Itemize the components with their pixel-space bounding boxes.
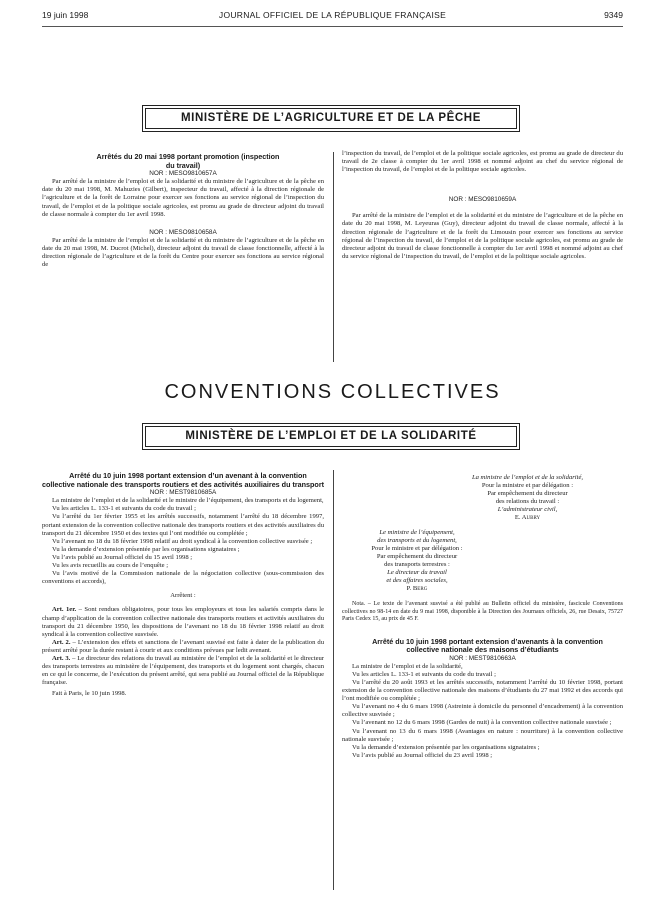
article-2-label: Art. 2. [52, 638, 71, 646]
arrete1-vu-7: Vu l’avis motivé de la Commission nationale de la négociation collective (sous-commission des conventions et accords), [42, 570, 324, 586]
signature-line: et des affaires sociales, [386, 577, 448, 585]
arrete2-vu-5: Vu l’avenant no 13 du 6 mars 1998 (Avantages en nature : nourriture) à la convention collective nationale susvisée ; [342, 727, 623, 743]
section1-left-column [42, 153, 324, 269]
arrete1-article-3 [42, 655, 324, 687]
header-page-number: 9349 [604, 10, 623, 20]
arrete1-nota: Nota. – Le texte de l’avenant susvisé a été publié au Bulletin officiel du ministère, fascicule Conventions collectives no 98-14 en date du 9 mai 1998, disponible à la Direction des Journaux officiels, 26, rue Desaix, 75727 Paris Cedex 15, au prix de 45 F. [342, 601, 623, 623]
column-divider-1 [333, 152, 334, 362]
nor-659: NOR : MESO9810659A [448, 196, 517, 204]
header-date: 19 juin 1998 [42, 10, 89, 20]
arrete1-vu-2: Vu l’arrêté du 1er février 1955 et les arrêtés successifs, notamment l’arrêté du 18 décembre 1997, portant extension de la convention collective nationale des transports routiers et des activités auxiliaires du transport du 21 décembre 1950 et des textes qui l’ont modifiée ou complétée ; [42, 513, 324, 537]
signature-line: La ministre de l’emploi et de la solidarité, [471, 474, 584, 481]
signature-block-1 [432, 474, 623, 523]
signature-line: Par empêchement du directeur [487, 490, 568, 498]
arrete2-nor: NOR : MEST9810663A [449, 654, 516, 662]
article-1-text: – Sont rendues obligatoires, pour tous les employeurs et tous les salariés compris dans le champ d’application de la convention collective nationale des transports routiers et activités auxiliaires du transport du 21 décembre 1950, les dispositions de l’avenant no 18 du 18 février 1998 relatif au droit syndical à la convention collective susvisée. [42, 606, 324, 638]
paragraph-mahuzies: Par arrêté de la ministre de l’emploi et de la solidarité et du ministre de l’agriculture et de la pêche en date du 20 mai 1998, M. Mahuzies (Gilbert), inspecteur du travail, affecté à la direction régionale de l’agriculture et de la forêt de Lorraine pour exercer ses fonctions au service régional de l’inspection du travail, de l’emploi et de la politique sociale agricoles, est promu au grade de directeur adjoint du travail de classe normale à compter du 1er avril 1998. [42, 178, 324, 218]
arrete2-title: Arrêté du 10 juin 1998 portant extension d’avenants à la convention collective nationale des maisons d’étudiants [372, 636, 603, 655]
signature-line: Pour la ministre et par délégation : [481, 482, 574, 490]
arrete2-vu-6: Vu la demande d’extension présentée par les organisations signataires ; [352, 743, 540, 751]
arrete2-vu-3: Vu l’avenant no 4 du 6 mars 1998 (Astreinte à domicile du personnel d’encadrement) à la convention collective susvisée ; [342, 703, 623, 719]
signature-line: Le ministre de l’équipement, [379, 528, 455, 536]
article-2-text: – L’extension des effets et sanctions de l’avenant susvisé est faite à dater de la publication du présent arrêté pour la durée restant à courir et aux conditions prévues par ledit avenant. [42, 638, 324, 654]
signature-line: Le directeur du travail [387, 569, 447, 577]
paragraph-leyeuras: Par arrêté de la ministre de l’emploi et de la solidarité et du ministre de l’agriculture et de la pêche en date du 20 mai 1998, M. Leyeuras (Guy), directeur adjoint du travail de classe normale, affecté à la direction régionale de l’agriculture et de la forêt du Limousin pour exercer ses fonctions au service régional de l’inspection du travail, de l’emploi et de la politique sociale agricoles, est promu au grade de directeur adjoint du travail de classe fonctionnelle à compter du 1er avril 1998 et nommé adjoint au chef du service régional de l’inspection du travail, de l’emploi et de la politique sociale agricoles. [342, 212, 623, 260]
section1-title: Arrêtés du 20 mai 1998 portant promotion (inspection du travail) [96, 152, 280, 170]
signature-line: des transports terrestres : [384, 560, 450, 568]
nor-658: NOR : MESO9810658A [149, 228, 217, 236]
arrete2-vu-7: Vu l’avis publié au Journal officiel du 23 avril 1998 ; [352, 751, 493, 759]
paragraph-ducrot-continued: l’inspection du travail, de l’emploi et de la politique sociale agricoles, est promu au grade de directeur du travail de 2e classe à compter du 1er avril 1998 et nommé adjoint au chef du service régional de l’inspection du travail, de l’emploi et de la politique sociale agricoles. [342, 150, 623, 174]
paragraph-ducrot: Par arrêté de la ministre de l’emploi et de la solidarité et du ministre de l’agriculture et de la pêche en date du 20 mai 1998, M. Ducrot (Michel), directeur adjoint du travail de classe fonctionnelle, affecté à la direction régionale de l’agriculture et de la forêt du Centre pour exercer ses fonctions au service régional de [42, 236, 324, 269]
signature-name-berg: P. Berg [406, 585, 428, 593]
header-journal-title: JOURNAL OFFICIEL DE LA RÉPUBLIQUE FRANÇAISE [218, 10, 447, 20]
arrete2-vu-4: Vu l’avenant no 12 du 6 mars 1998 (Gardes de nuit) à la convention collective nationale susvisée ; [352, 719, 612, 727]
conventions-heading: CONVENTIONS COLLECTIVES [164, 381, 501, 403]
arrete1-nor: NOR : MEST9810685A [149, 489, 217, 497]
signature-line: Pour le ministre et par délégation : [371, 544, 463, 552]
arrete1-vu-5: Vu l’avis publié au Journal officiel du 15 avril 1998 ; [52, 553, 193, 561]
signature-line: des transports et du logement, [377, 536, 457, 544]
arrete2-vu-1: Vu les articles L. 133-1 et suivants du code du travail ; [352, 670, 496, 678]
arrete1-fait: Fait à Paris, le 10 juin 1998. [52, 690, 127, 698]
arrete1-article-2 [42, 639, 324, 655]
arrete1-vu-6: Vu les avis recueillis au cours de l’enquête ; [52, 562, 169, 570]
arrete1-vu-3: Vu l’avenant no 18 du 18 février 1998 relatif au droit syndical à la convention collective susvisée ; [52, 537, 313, 545]
signature-line: L’administrateur civil, [497, 506, 558, 514]
ministry-banner-emploi: MINISTÈRE DE L’EMPLOI ET DE LA SOLIDARITÉ [145, 426, 517, 447]
signature-line: Par empêchement du directeur [376, 552, 458, 560]
arrete1-arretent: Arrêtent : [170, 592, 196, 600]
arrete1-vu-1: Vu les articles L. 133-1 et suivants du code du travail ; [52, 505, 196, 513]
page-header [42, 10, 623, 27]
article-3-text: – Le directeur des relations du travail au ministère de l’emploi et de la solidarité et le directeur des transports terrestres au ministère de l’équipement, des transports et du logement sont chargés, chacun en ce qui le concerne, de l’exécution du présent arrêté, qui sera publié au Journal officiel de la République française. [42, 654, 324, 687]
arrete1-article-1 [42, 606, 324, 638]
arrete1-intro: La ministre de l’emploi et de la solidarité et le ministre de l’équipement, des transports et du logement, [52, 497, 324, 505]
arrete2-vu-2: Vu l’arrêté du 20 août 1993 et les arrêtés successifs, notamment l’arrêté du 10 février 1998, portant extension de la convention collective nationale des maisons d’étudiants du 27 mai 1992 et des accords qui l’ont modifiée ou complétée ; [342, 679, 623, 703]
column-divider-2 [333, 470, 334, 890]
arrete1-vu-4: Vu la demande d’extension présentée par les organisations signataires ; [52, 545, 240, 553]
arrete1-right-column [342, 474, 623, 760]
arrete1-left-column [42, 472, 324, 698]
arrete2-intro: La ministre de l’emploi et de la solidarité, [352, 662, 463, 670]
ministry-banner-agriculture: MINISTÈRE DE L’AGRICULTURE ET DE LA PÊCHE [145, 108, 517, 129]
nor-657: NOR : MESO9810657A [149, 170, 217, 178]
arrete1-title: Arrêté du 10 juin 1998 portant extension d’un avenant à la convention collective nationale des transports routiers et des activités auxiliaires du transport [42, 471, 325, 489]
article-3-label: Art. 3. [52, 654, 71, 662]
signature-block-2 [342, 529, 492, 594]
section1-right-column [342, 150, 623, 261]
article-1-label: Art. 1er. [52, 606, 77, 614]
signature-name-aubry: E. Aubry [514, 514, 541, 522]
signature-line: des relations du travail : [495, 498, 560, 506]
